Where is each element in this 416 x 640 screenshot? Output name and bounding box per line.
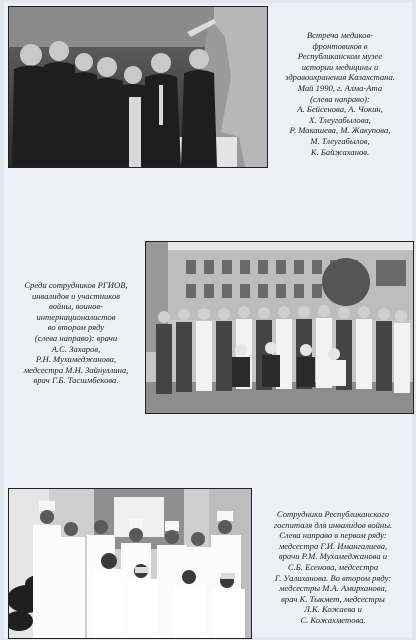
veterans-photo-caption: Встреча медиков- фронтовиков в Республиканском музее истории медицины и здравоохранения Казахстана. Май 1990, г. Алма-Ата (слева направо): А. Бейсенова, А. Чокин, Х. Тлеугабылова, Р. Макашева, М. Жакупова, М. Тлеугабылов, К. Байжаханов. xyxy=(285,30,395,157)
hospital-staff-courtyard-photo xyxy=(145,241,414,414)
hospital-nurses-photo-caption: Сотрудники Республиканского госпиталя для инвалидов войны. Слева направо в первом ряду: медсестра Г.И. Имангалиева, врачи Р.М. Мухамеджанова и С.Б. Есенова, медсестра Г. Уалиханова. Во втором ряду: медсестры М.А. Амирханова, врач К. Тыкмет, медсестры Л.К. Кожаева и С. Кожахметова. xyxy=(273,509,393,625)
book-page xyxy=(4,3,412,637)
veterans-museum-photo xyxy=(8,6,268,168)
hospital-nurses-corridor-photo xyxy=(8,488,252,639)
hospital-staff-photo-caption: Среди сотрудников РГИОВ, инвалидов и участников войны, воинов- интернационалистов во втором ряду (слева направо): врачи А.С. Захаров, Р.Н. Мухамеджанова, медсестра М.Н. Зайнуллина, врач Г.Б. Тасшмбекова. xyxy=(23,280,129,386)
